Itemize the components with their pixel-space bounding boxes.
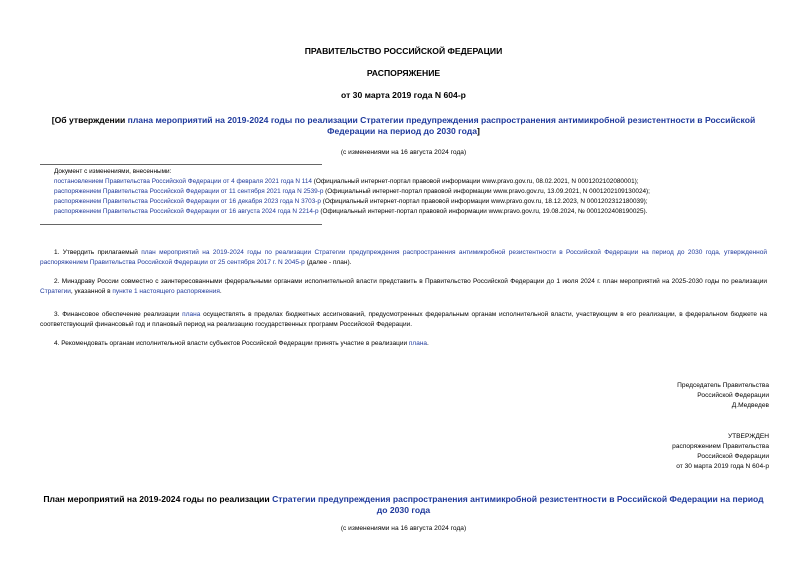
document-title	[40, 115, 767, 137]
amendment-item	[54, 187, 794, 197]
amendment-source: (Официальный интернет-портал правовой информации www.pravo.gov.ru, 13.09.2021, N 0001202109130024);	[323, 188, 650, 195]
amendment-source: (Официальный интернет-портал правовой информации www.pravo.gov.ru, 19.08.2024, № 0001202408190025).	[318, 208, 648, 215]
plan-title	[40, 494, 767, 516]
amendment-link[interactable]: распоряжением Правительства Российской Федерации от 11 сентября 2021 года N 2539-р	[54, 188, 324, 195]
paragraph-text: .	[219, 288, 222, 295]
plan-link[interactable]: плана мероприятий на 2019-2024 годы по реализации Стратегии предупреждения распространения антимикробной резистентности в Российской Федерации на период до 2030 года	[127, 115, 756, 136]
approval-line: распоряжением Правительства	[672, 443, 769, 450]
approval-heading: УТВЕРЖДЕН	[727, 433, 769, 440]
amendment-source: (Официальный интернет-портал правовой информации www.pravo.gov.ru, 18.12.2023, N 0001202312180039);	[320, 198, 648, 205]
paragraph-text: .	[427, 340, 429, 347]
amendment-link[interactable]: распоряжением Правительства Российской Федерации от 16 декабря 2023 года N 3703-р	[54, 198, 321, 205]
paragraph-2	[40, 277, 767, 297]
paragraph-text: 3. Финансовое обеспечение реализации	[54, 311, 183, 318]
amendment-link[interactable]: постановлением Правительства Российской Федерации от 4 февраля 2021 года N 114	[54, 178, 312, 185]
paragraph-text: , указанной в	[70, 288, 113, 295]
amendment-item	[54, 197, 794, 207]
amendment-item	[54, 207, 794, 217]
paragraph-text: 1. Утвердить прилагаемый	[54, 249, 142, 256]
government-heading: ПРАВИТЕЛЬСТВО РОССИЙСКОЙ ФЕДЕРАЦИИ	[304, 46, 503, 56]
amendment-status-plan: (с изменениями на 16 августа 2024 года)	[340, 525, 467, 532]
point-1-link[interactable]: пункте 1 настоящего распоряжения	[112, 288, 220, 295]
paragraph-3	[40, 310, 767, 330]
paragraph-text: (далее - план).	[304, 259, 352, 266]
amendment-source: (Официальный интернет-портал правовой информации www.pravo.gov.ru, 08.02.2021, N 0001202102080001);	[311, 178, 639, 185]
title-close-bracket: ]	[477, 126, 480, 136]
paragraph-text: осуществлять в пределах бюджетных ассигнований, предусмотренных федеральным органам исполнительной власти, участвующим в его реализации, в федеральном бюджете на соответствующий финансовый год и плановый период на реализацию государственных программ Российской Федерации.	[40, 311, 767, 328]
document-type-heading: РАСПОРЯЖЕНИЕ	[366, 68, 441, 78]
signature-org: Российской Федерации	[697, 392, 769, 399]
signature-title: Председатель Правительства	[677, 382, 769, 389]
paragraph-4	[40, 339, 767, 349]
signature-name: Д.Медведев	[731, 402, 769, 409]
approval-line: Российской Федерации	[697, 453, 769, 460]
divider-bottom	[40, 224, 322, 225]
plan-title-text: План мероприятий на 2019-2024 годы по реализации	[43, 494, 273, 504]
plan-link[interactable]: плана	[182, 311, 201, 318]
approval-date: от 30 марта 2019 года N 604-р	[676, 463, 769, 470]
plan-link[interactable]: плана	[408, 340, 428, 347]
title-open-bracket: [Об утверждении	[51, 115, 128, 125]
amendment-link[interactable]: распоряжением Правительства Российской Федерации от 16 августа 2024 года N 2214-р	[54, 208, 319, 215]
amendment-item	[54, 177, 794, 187]
signature-block	[677, 381, 769, 411]
divider-top	[40, 164, 322, 165]
paragraph-text: 4. Рекомендовать органам исполнительной власти субъектов Российской Федерации принять участие в реализации	[54, 340, 409, 347]
plan-link[interactable]: план мероприятий на 2019-2024 годы по реализации Стратегии предупреждения распространения антимикробной резистентности в Российской Федерации на период до 2030 года, утвержденной распоряжением Правительства Российской Федерации от 25 сентября 2017 г. N 2045-р	[40, 249, 767, 266]
strategy-link[interactable]: Стратегии	[40, 288, 71, 295]
strategy-link[interactable]: Стратегии предупреждения распространения антимикробной резистентности в Российской Федерации на период до 2030 года	[272, 494, 764, 515]
document-date: от 30 марта 2019 года N 604-р	[341, 90, 466, 100]
amendments-list	[54, 167, 794, 217]
paragraph-1	[40, 248, 767, 268]
approval-block	[672, 432, 769, 472]
amendment-status: (с изменениями на 16 августа 2024 года)	[340, 149, 467, 156]
paragraph-text: 2. Минздраву России совместно с заинтересованными федеральными органами исполнительной власти представить в Правительство Российской Федерации до 1 июля 2024 г. план мероприятий на 2025-2030 годы по реализации	[54, 278, 767, 285]
amendments-intro: Документ с изменениями, внесенными:	[54, 168, 172, 175]
